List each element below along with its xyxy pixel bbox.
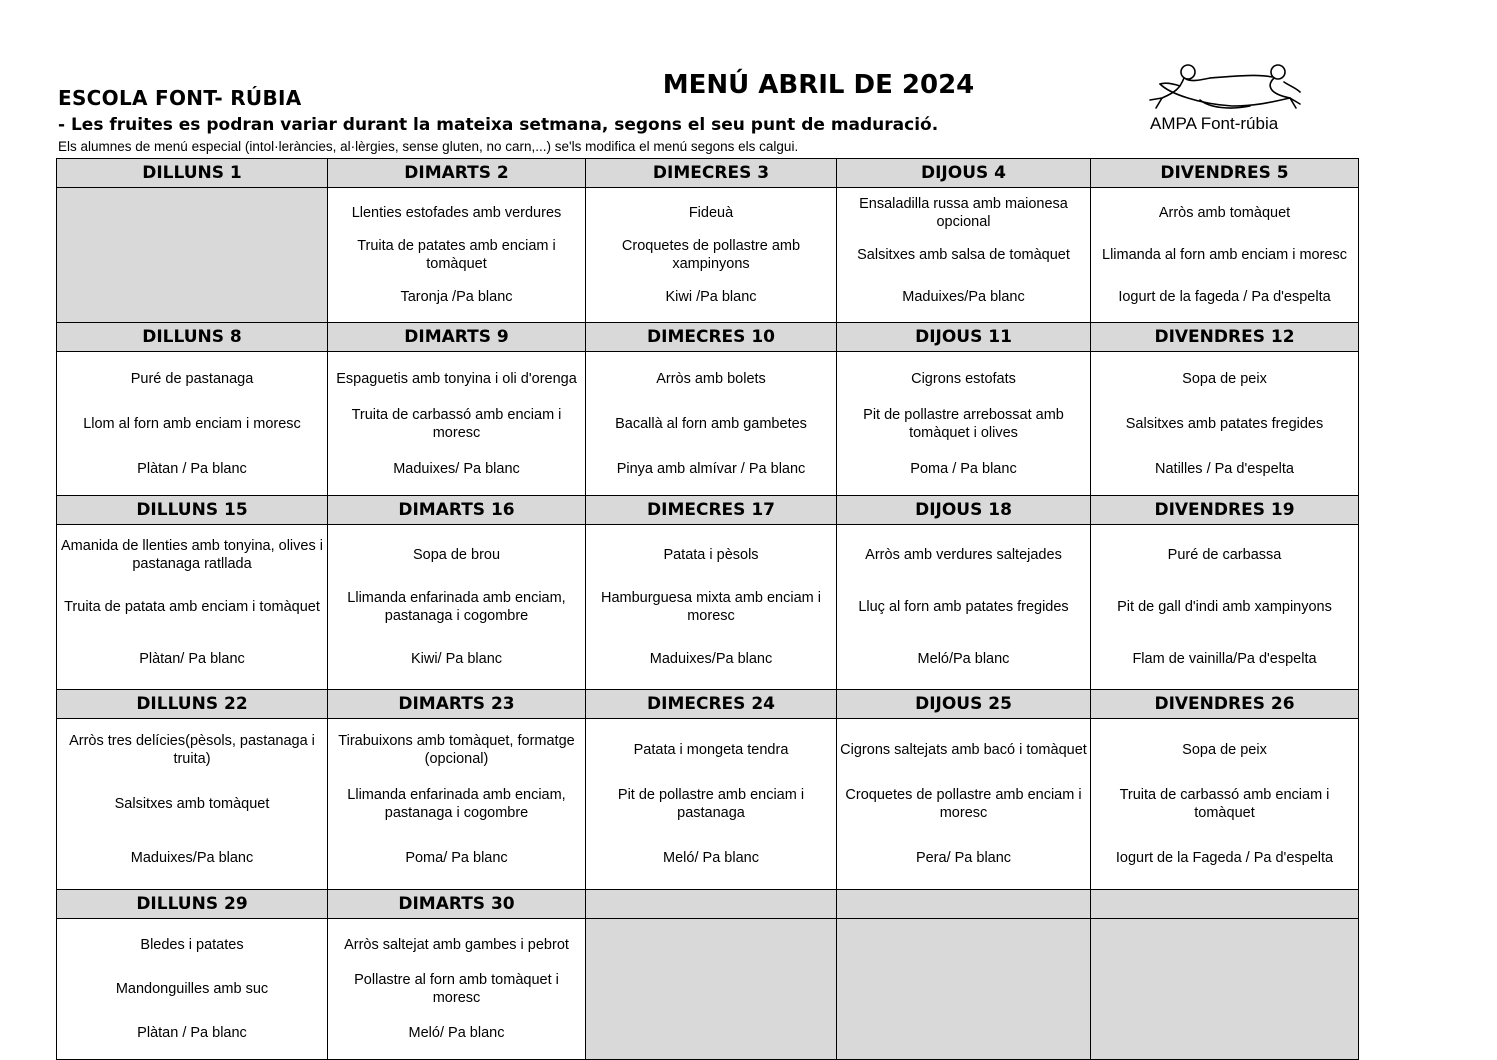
dessert: Kiwi/ Pa blanc: [410, 651, 503, 667]
day-header: DILLUNS 1: [57, 159, 328, 188]
second-course: Croquetes de pollastre amb enciam i moresc: [845, 787, 1082, 821]
day-header: DILLUNS 29: [57, 890, 328, 919]
first-course: Arròs amb bolets: [656, 370, 766, 387]
day-header: DIMECRES 10: [586, 323, 837, 352]
day-menu-cell: [328, 352, 586, 496]
second-course: Pit de pollastre amb enciam i pastanaga: [617, 787, 805, 821]
day-header: [1091, 890, 1359, 919]
day-header: DIVENDRES 26: [1091, 690, 1359, 719]
dessert: Iogurt de la Fageda / Pa d'espelta: [1115, 850, 1334, 866]
second-course: Llimanda enfarinada amb enciam, pastanaga i cogombre: [347, 590, 566, 624]
day-header: DIVENDRES 12: [1091, 323, 1359, 352]
second-course: Pollastre al forn amb tomàquet i moresc: [354, 972, 559, 1006]
dessert: Pinya amb almívar / Pa blanc: [616, 460, 806, 477]
logo-text: AMPA Font-rúbia: [1150, 114, 1279, 133]
first-course: Arròs saltejat amb gambes i pebrot: [344, 937, 569, 953]
day-menu-cell: [328, 188, 586, 323]
week-menu-row: [57, 919, 1359, 1060]
day-header: DIJOUS 18: [837, 496, 1091, 525]
day-header: DIMARTS 2: [328, 159, 586, 188]
dessert: Plàtan / Pa blanc: [137, 460, 247, 477]
day-header: DIJOUS 4: [837, 159, 1091, 188]
week-header-row: [57, 323, 1359, 352]
dessert: Pera/ Pa blanc: [915, 850, 1012, 866]
day-menu-cell: [837, 352, 1091, 496]
day-header: DIMECRES 3: [586, 159, 837, 188]
dessert: Flam de vainilla/Pa d'espelta: [1132, 651, 1317, 667]
day-header: DIMARTS 9: [328, 323, 586, 352]
dessert: Poma/ Pa blanc: [405, 850, 508, 866]
first-course: Arròs amb tomàquet: [1158, 205, 1291, 221]
dessert: Meló/ Pa blanc: [663, 850, 759, 866]
day-menu-cell: [586, 352, 837, 496]
special-menu-note: Els alumnes de menú especial (intol·leràncies, al·lèrgies, sense gluten, no carn,...) se'ls modifica el menú segons els calgui.: [58, 139, 799, 154]
second-course: Llom al forn amb enciam i moresc: [83, 415, 301, 432]
dessert: Taronja /Pa blanc: [400, 289, 513, 305]
first-course: Amanida de llenties amb tonyina, olives i pastanaga ratllada: [61, 538, 323, 572]
day-header: DILLUNS 8: [57, 323, 328, 352]
day-header: DIJOUS 25: [837, 690, 1091, 719]
first-course: Fideuà: [688, 205, 734, 221]
day-menu-cell: [1091, 352, 1359, 496]
first-course: Llenties estofades amb verdures: [351, 205, 562, 221]
first-course: Tirabuixons amb tomàquet, formatge (opcional): [338, 733, 575, 767]
dessert: Maduixes/ Pa blanc: [393, 460, 520, 477]
day-menu-cell: [837, 719, 1091, 890]
dessert: Poma / Pa blanc: [910, 460, 1017, 477]
day-menu-cell: [586, 525, 837, 690]
first-course: Arròs tres delícies(pèsols, pastanaga i truita): [69, 733, 315, 767]
dessert: Maduixes/Pa blanc: [649, 651, 773, 667]
second-course: Lluç al forn amb patates fregides: [858, 599, 1069, 615]
first-course: Sopa de peix: [1182, 370, 1267, 387]
first-course: Sopa de brou: [412, 547, 501, 563]
day-header: DIMARTS 16: [328, 496, 586, 525]
day-menu-cell: [57, 352, 328, 496]
second-course: Salsitxes amb patates fregides: [1125, 415, 1324, 432]
day-header: DIJOUS 11: [837, 323, 1091, 352]
day-header: [837, 890, 1091, 919]
dessert: Natilles / Pa d'espelta: [1155, 460, 1294, 477]
day-menu-cell: [328, 719, 586, 890]
dessert: Meló/ Pa blanc: [408, 1025, 505, 1041]
day-header: DIMECRES 17: [586, 496, 837, 525]
school-name: ESCOLA FONT- RÚBIA: [58, 86, 302, 110]
day-header: DIVENDRES 5: [1091, 159, 1359, 188]
second-course: Croquetes de pollastre amb xampinyons: [621, 238, 801, 272]
day-menu-cell: [57, 919, 328, 1060]
second-course: Truita de carbassó amb enciam i tomàquet: [1119, 787, 1330, 821]
second-course: Llimanda enfarinada amb enciam, pastanaga i cogombre: [347, 787, 566, 821]
empty-day-cell: [57, 188, 328, 323]
fruit-note: - Les fruites es podran variar durant la mateixa setmana, segons el seu punt de maduració.: [58, 115, 939, 135]
dessert: Plàtan/ Pa blanc: [139, 651, 245, 667]
first-course: Puré de pastanaga: [130, 370, 254, 387]
week-header-row: [57, 890, 1359, 919]
day-menu-cell: [837, 188, 1091, 323]
dessert: Maduixes/Pa blanc: [130, 850, 254, 866]
day-menu-cell: [328, 525, 586, 690]
second-course: Llimanda al forn amb enciam i moresc: [1102, 247, 1347, 263]
day-header: DILLUNS 22: [57, 690, 328, 719]
first-course: Cigrons saltejats amb bacó i tomàquet: [840, 742, 1087, 758]
first-course: Sopa de peix: [1182, 742, 1267, 758]
second-course: Bacallà al forn amb gambetes: [615, 415, 807, 432]
first-course: Patata i mongeta tendra: [633, 742, 789, 758]
day-menu-cell: [586, 719, 837, 890]
day-header: DIMARTS 30: [328, 890, 586, 919]
day-header: DIMECRES 24: [586, 690, 837, 719]
empty-day-cell: [837, 919, 1091, 1060]
week-menu-row: [57, 525, 1359, 690]
dessert: Plàtan / Pa blanc: [137, 1025, 247, 1041]
dessert: Kiwi /Pa blanc: [665, 289, 757, 305]
dessert: Meló/Pa blanc: [917, 651, 1010, 667]
second-course: Pit de gall d'indi amb xampinyons: [1117, 599, 1332, 615]
day-header: DIMARTS 23: [328, 690, 586, 719]
first-course: Ensaladilla russa amb maionesa opcional: [859, 196, 1068, 230]
first-course: Patata i pèsols: [663, 547, 759, 563]
dessert: Maduixes/Pa blanc: [902, 289, 1025, 305]
day-menu-cell: [1091, 188, 1359, 323]
second-course: Truita de carbassó amb enciam i moresc: [351, 406, 562, 441]
dessert: Iogurt de la fageda / Pa d'espelta: [1118, 289, 1331, 305]
second-course: Truita de patates amb enciam i tomàquet: [357, 238, 556, 272]
second-course: Salsitxes amb salsa de tomàquet: [857, 247, 1070, 263]
day-menu-cell: [837, 525, 1091, 690]
menu-table: [56, 158, 1359, 1060]
day-menu-cell: [328, 919, 586, 1060]
day-menu-cell: [586, 188, 837, 323]
week-header-row: [57, 690, 1359, 719]
second-course: Salsitxes amb tomàquet: [114, 796, 270, 812]
day-menu-cell: [57, 719, 328, 890]
day-menu-cell: [1091, 719, 1359, 890]
second-course: Mandonguilles amb suc: [115, 981, 269, 997]
first-course: Puré de carbassa: [1167, 547, 1282, 563]
second-course: Hamburguesa mixta amb enciam i moresc: [600, 590, 821, 624]
page-title: MENÚ ABRIL DE 2024: [662, 70, 975, 100]
week-menu-row: [57, 352, 1359, 496]
first-course: Arròs amb verdures saltejades: [865, 547, 1062, 563]
second-course: Pit de pollastre arrebossat amb tomàquet i olives: [863, 406, 1064, 441]
week-header-row: [57, 496, 1359, 525]
day-header: [586, 890, 837, 919]
week-menu-row: [57, 719, 1359, 890]
first-course: Espaguetis amb tonyina i oli d'orenga: [336, 370, 577, 387]
day-menu-cell: [1091, 525, 1359, 690]
day-header: DILLUNS 15: [57, 496, 328, 525]
day-header: DIVENDRES 19: [1091, 496, 1359, 525]
week-menu-row: [57, 188, 1359, 323]
day-menu-cell: [57, 525, 328, 690]
second-course: Truita de patata amb enciam i tomàquet: [64, 599, 320, 615]
first-course: Bledes i patates: [140, 937, 244, 953]
week-header-row: [57, 159, 1359, 188]
empty-day-cell: [1091, 919, 1359, 1060]
empty-day-cell: [586, 919, 837, 1060]
first-course: Cigrons estofats: [911, 370, 1016, 387]
